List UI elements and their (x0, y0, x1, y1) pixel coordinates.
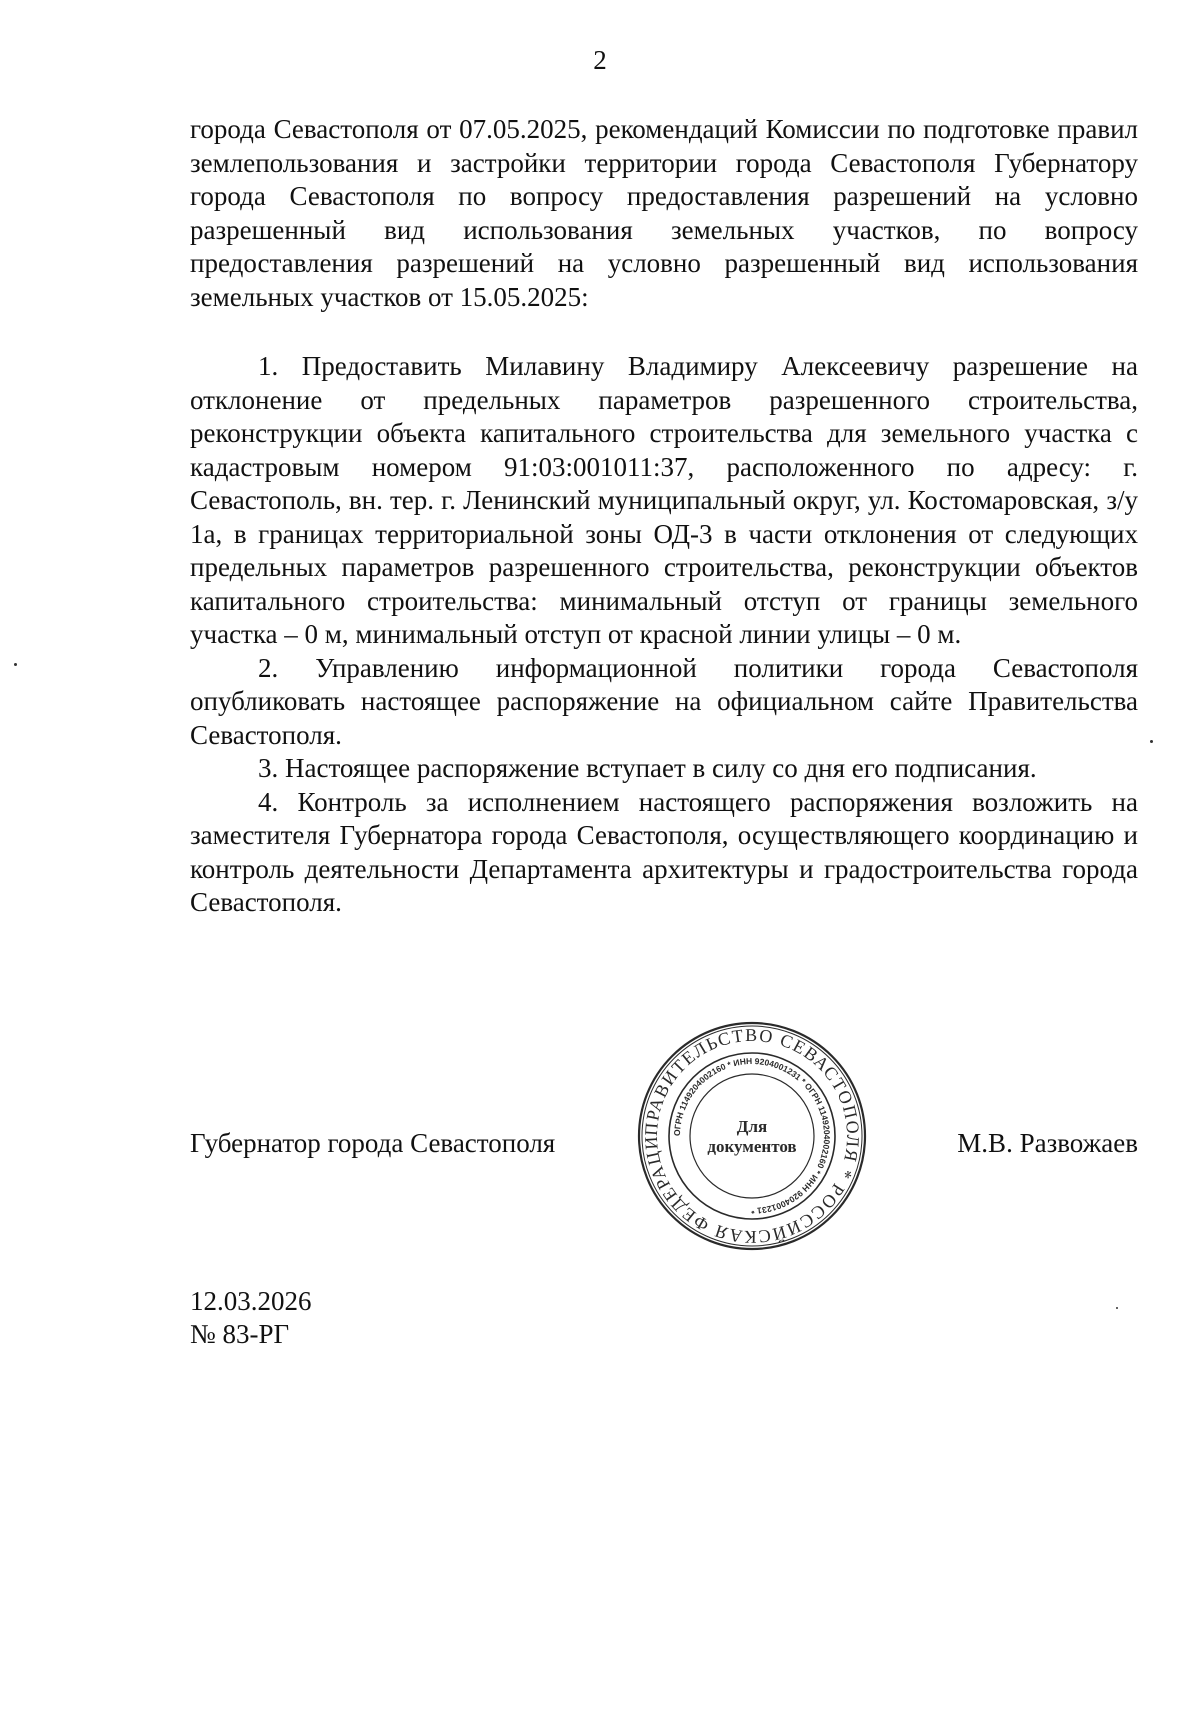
document-date: 12.03.2026 (190, 1286, 312, 1316)
seal-center-line-1: Для (736, 1117, 768, 1136)
signatory-position: Губернатор города Севастополя (190, 1128, 556, 1158)
seal-inner-text: ОГРН 1149204002160 * ИНН 9204001231 * ОГРН 1149204002160 * ИНН 9204001231 * (671, 1055, 833, 1217)
decision-item-1: 1. Предоставить Милавину Владимиру Алексеевичу разрешение на отклонение от предельных параметров разрешенного строительства, реконструкции объекта капитального строительства для земельного участка с кадастровым номером 91:03:001011:37, расположенного по адресу: г. Севастополь, вн. тер. г. Ленинский муниципальный округ, ул. Костомаровская, з/у 1а, в границах территориальной зоны ОД-3 в части отклонения от следующих предельных параметров разрешенного строительства, реконструкции объектов капитального строительства: минимальный отступ от границы земельного участка – 0 м, минимальный отступ от красной линии улицы – 0 м. (190, 351, 1138, 649)
signatory-name: М.В. Развожаев (957, 1128, 1138, 1158)
decision-item-4: 4. Контроль за исполнением настоящего распоряжения возложить на заместителя Губернатора города Севастополя, осуществляющего координацию и контроль деятельности Департамента архитектуры и градостроительства города Севастополя. (190, 786, 1138, 917)
decision-item-3: 3. Настоящее распоряжение вступает в силу со дня его подписания. (258, 753, 1037, 783)
seal-outer-text: ПРАВИТЕЛЬСТВО СЕВАСТОПОЛЯ * РОССИЙСКАЯ ФЕДЕРАЦИ (640, 1024, 864, 1248)
page-number: 2 (593, 45, 607, 75)
document-number: № 83-РГ (190, 1319, 290, 1349)
official-seal (636, 1020, 868, 1252)
scan-speck (1150, 740, 1153, 743)
seal-graphic (636, 1020, 868, 1252)
scan-speck (14, 663, 17, 666)
intro-paragraph: города Севастополя от 07.05.2025, рекомендаций Комиссии по подготовке правил землепользования и застройки территории города Севастополя Губернатору города Севастополя по вопросу предоставления разрешений на условно разрешенный вид использования земельных участков, по вопросу предоставления разрешений на условно разрешенный вид использования земельных участков от 15.05.2025: (190, 114, 1138, 312)
intro-section (190, 113, 1138, 314)
decision-item-2: 2. Управлению информационной политики города Севастополя опубликовать настоящее распоряжение на официальном сайте Правительства Севастополя. (190, 652, 1138, 750)
document-meta (190, 1285, 312, 1351)
decision-items (190, 350, 1138, 920)
seal-center-line-2: документов (707, 1137, 797, 1156)
scan-speck (1116, 1307, 1118, 1309)
